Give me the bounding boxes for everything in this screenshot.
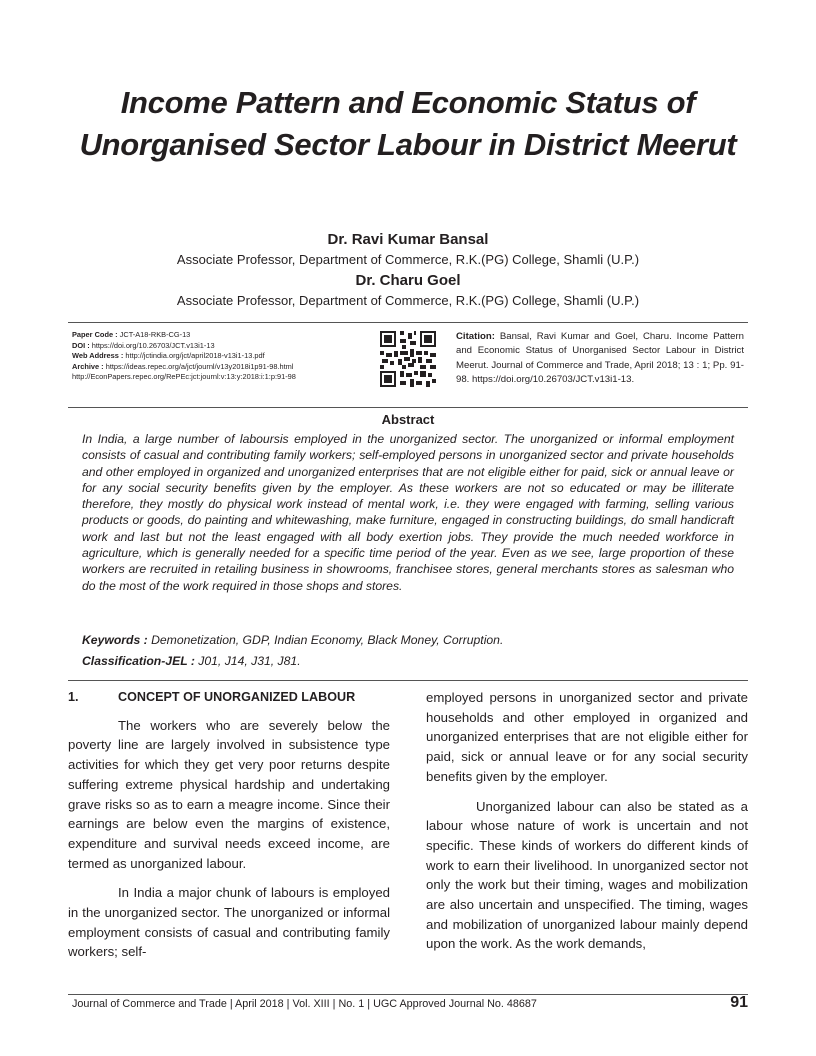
- title-line-2: Unorganised Sector Labour in District Meerut: [79, 127, 737, 162]
- body-paragraph: In India a major chunk of labours is employed in the unorganized sector. The unorganized or informal employment consists of casual and contributing family workers; self-: [68, 885, 390, 960]
- footer-rule: [68, 994, 748, 995]
- econpapers-link[interactable]: http://EconPapers.repec.org/RePEc:jct:journl:v:13:y:2018:i:1:p:91-98: [72, 372, 296, 381]
- doi-link[interactable]: https://doi.org/10.26703/JCT.v13i1-13: [91, 340, 215, 350]
- paper-code-line: Paper Code : JCT-A18-RKB-CG-13: [72, 330, 191, 339]
- body-paragraph: The workers who are severely below the poverty line are largely involved in subsistence type activities for which they get very poor returns despite suffering extreme physical hardship and undertaking grave risks so as to earn a meagre income. Since their earnings are below even the margins of existence, expenditure and survival needs exceed income, are termed as unorganized labour.: [68, 717, 390, 871]
- abstract-heading: Abstract: [381, 412, 435, 427]
- citation-doi-link[interactable]: https://doi.org/10.26703/JCT.v13i1-13.: [472, 373, 635, 385]
- author-affiliation-1: Associate Professor, Department of Commerce, R.K.(PG) College, Shamli (U.P.): [176, 252, 640, 267]
- footer-journal-info: Journal of Commerce and Trade | April 2018 | Vol. XIII | No. 1 | UGC Approved Journal No. 48687: [72, 998, 537, 1010]
- keywords: Keywords : Demonetization, GDP, Indian Economy, Black Money, Corruption.: [82, 633, 504, 647]
- archive-link[interactable]: https://ideas.repec.org/a/jct/journl/v13y2018i1p91-98.html: [105, 361, 294, 371]
- left-column: [68, 688, 390, 962]
- paper-meta-box: [68, 322, 748, 408]
- paper-title: [60, 82, 756, 166]
- body-paragraph: Unorganized labour can also be stated as a labour whose nature of work is uncertain and not specific. These kinds of workers do different kinds of work to earn their livelihood. In unorganized sector not only the work but their timing, wages and mobilization are also uncertain and unspecified. The timing, wages and mobilization of unorganized labour mainly depend upon the work. As the work demands,: [426, 798, 748, 952]
- author-affiliation-2: Associate Professor, Department of Commerce, R.K.(PG) College, Shamli (U.P.): [176, 293, 640, 308]
- section-title: CONCEPT OF UNORGANIZED LABOUR: [118, 690, 356, 704]
- abstract-body: In India, a large number of laboursis employed in the unorganized sector. The unorganized or informal employment consists of casual and contributing family workers; self-employed persons in unorganized sector and private households and other employed in organized and unorganized enterprises that are not eligible either for paid, sick or annual leave or for any social security benefits given by the employer. As these workers are not so educated or may be illiterate therefore, they mostly do physical work instead of mental work, i.e. they were engaged with farming, selling various products or goods, do painting and whitewashing, make furniture, engaged in constructing buildings, do small handicraft work and last but not the least engaged with all body exertion jobs. They provide the much needed workforce in agriculture, which is generally needed for a specific time period of the year. Even as we see, large proportion of these workers are recruited in retailing business in showrooms, franchisee stores, general merchants stores as salesman who do the most of the work required in those shops and stores.: [82, 432, 734, 593]
- page-number: 91: [730, 994, 748, 1011]
- title-line-1: Income Pattern and Economic Status of: [120, 85, 696, 120]
- qr-code-icon: [380, 331, 436, 387]
- web-address-link[interactable]: http://jctindia.org/jct/april2018-v13i1-13.pdf: [125, 351, 265, 360]
- doi-line: DOI : https://doi.org/10.26703/JCT.v13i1-13: [72, 340, 215, 350]
- jel-classification: Classification-JEL : J01, J14, J31, J81.: [82, 654, 301, 668]
- page-footer: [68, 996, 748, 1018]
- author-name-1: Dr. Ravi Kumar Bansal: [327, 231, 489, 248]
- section-heading: [68, 688, 390, 708]
- right-column: [426, 688, 748, 954]
- author-name-2: Dr. Charu Goel: [355, 272, 461, 289]
- divider: [68, 680, 748, 681]
- section-number: 1.: [68, 690, 79, 704]
- paper-info: [72, 330, 372, 383]
- body-paragraph: employed persons in unorganized sector and private households and other employed in organized and unorganized enterprises that are not eligible either for paid, sick or annual leave or for any social security benefits given by the employer.: [426, 690, 748, 784]
- citation: Citation: Bansal, Ravi Kumar and Goel, Charu. Income Pattern and Economic Status of Unorganised Sector Labour in District Meerut. Journal of Commerce and Trade, April 2018; 13 : 1; Pp. 91-98. https://doi.org/10.26703/JCT.v13i1-13.: [456, 331, 745, 385]
- web-address-line: Web Address : http://jctindia.org/jct/april2018-v13i1-13.pdf: [72, 351, 265, 360]
- archive-line: Archive : https://ideas.repec.org/a/jct/journl/v13y2018i1p91-98.html: [72, 361, 294, 371]
